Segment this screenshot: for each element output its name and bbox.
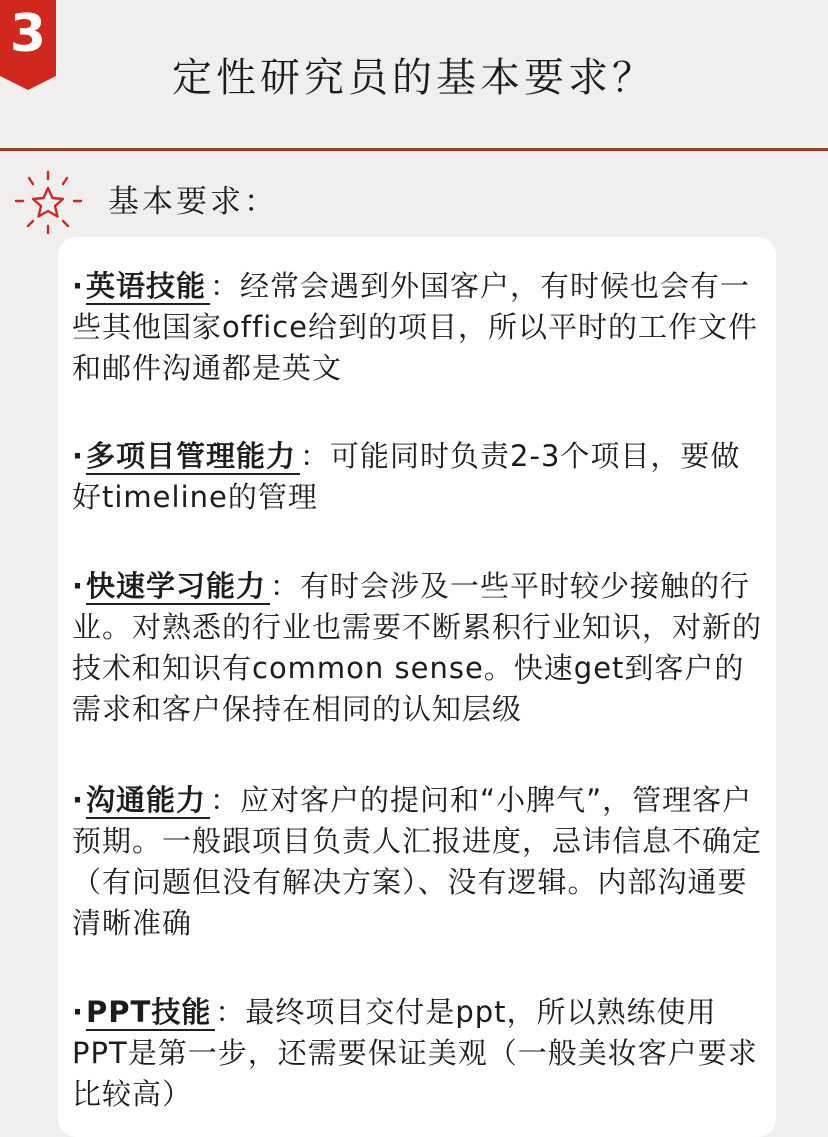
list-item — [72, 436, 766, 518]
section-header — [14, 168, 414, 238]
item-keyword: 快速学习能力 — [86, 569, 270, 605]
item-text: ：有时会涉及一些平时较少接触的行业。对熟悉的行业也需要不断累积行业知识，对新的技术和知识有common sense。快速get到客户的需求和客户保持在相同的认知层级 — [72, 569, 763, 726]
item-keyword: 沟通能力 — [86, 783, 210, 819]
item-text: ：最终项目交付是ppt，所以熟练使用PPT是第一步，还需要保证美观（一般美妆客户要求比较高） — [72, 995, 758, 1111]
list-item — [72, 566, 766, 730]
list-item — [72, 266, 766, 389]
bullet: · — [72, 995, 85, 1029]
bullet: · — [72, 439, 85, 473]
item-text: ：应对客户的提问和“小脾气”，管理客户预期。一般跟项目负责人汇报进度，忌讳信息不确定（有问题但没有解决方案）、没有逻辑。内部沟通要清晰准确 — [72, 783, 763, 940]
list-item — [72, 780, 766, 944]
title-divider — [0, 148, 828, 151]
badge-number: 3 — [9, 4, 47, 64]
item-text: ：经常会遇到外国客户，有时候也会有一些其他国家office给到的项目，所以平时的工作文件和邮件沟通都是英文 — [72, 269, 759, 385]
item-keyword: 多项目管理能力 — [86, 439, 300, 475]
page-title: 定性研究员的基本要求？ — [172, 55, 656, 101]
item-keyword: PPT技能 — [86, 995, 215, 1031]
item-text: ：可能同时负责2-3个项目，要做好timeline的管理 — [72, 439, 741, 514]
bullet: · — [72, 269, 85, 303]
star-icon — [14, 168, 86, 240]
section-label: 基本要求： — [108, 184, 278, 220]
item-keyword: 英语技能 — [86, 269, 210, 305]
bullet: · — [72, 569, 85, 603]
list-item — [72, 992, 766, 1115]
bullet: · — [72, 783, 85, 817]
